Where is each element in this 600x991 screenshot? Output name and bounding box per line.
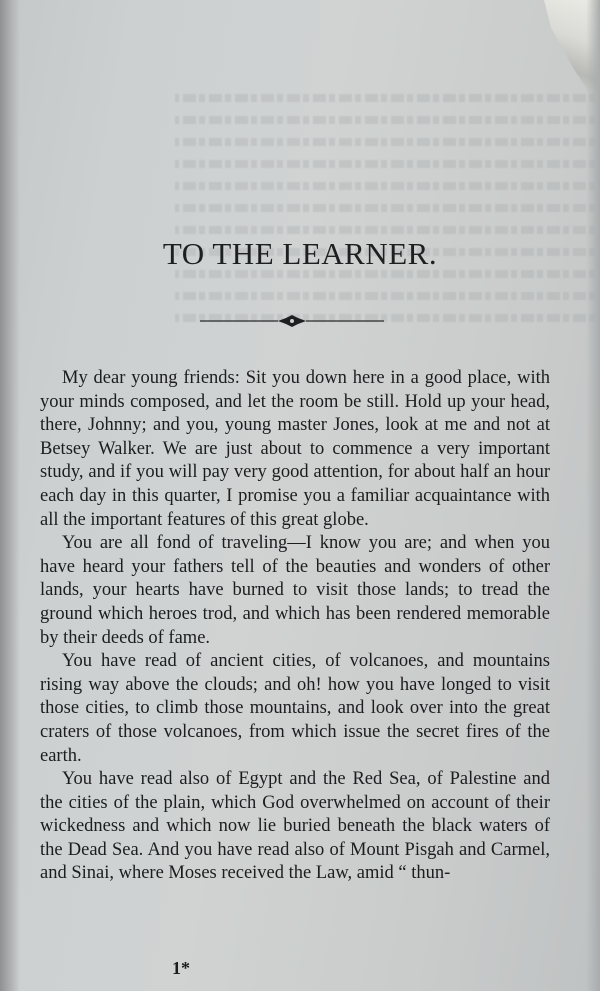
show-through-text [175, 80, 595, 390]
page-edge-shadow [586, 0, 600, 991]
paragraph: My dear young friends: Sit you down here in a good place, with your minds composed, and let the room be still. Hold up your head, there, Johnny; and you, young master Jones, look at me and not at Betsey Walker. We are just about to commence a very important study, and if you will pay very good attention, for about half an hour each day in this quarter, I promise you a familiar acquaintance with all the important features of this great globe. [40, 368, 550, 530]
signature-mark: 1* [172, 958, 190, 978]
paragraph: You have read also of Egypt and the Red Sea, of Palestine and the cities of the plain, which God overwhelmed on account of their wickedness and which now lie buried beneath the black waters of the Dead Sea. And you have read also of Mount Pisgah and Carmel, and Sinai, where Moses received the Law, amid “ thun- [40, 769, 550, 884]
body-text [40, 367, 550, 886]
rule-with-diamond-ornament-icon [200, 314, 384, 328]
page-gutter-shadow [0, 0, 20, 991]
page-title: TO THE LEARNER. [162, 236, 438, 271]
paragraph: You are all fond of traveling—I know you are; and when you have heard your fathers tell of the beauties and wonders of other lands, your hearts have burned to visit those lands; to tread the ground which heroes trod, and which has been rendered memorable by their deeds of fame. [40, 533, 550, 648]
paragraph: You have read of ancient cities, of volcanoes, and mountains rising way above the clouds; and oh! how you have longed to visit those cities, to climb those mountains, and look over into the great craters of those volcanoes, from which issue the secret fires of the earth. [40, 651, 550, 766]
